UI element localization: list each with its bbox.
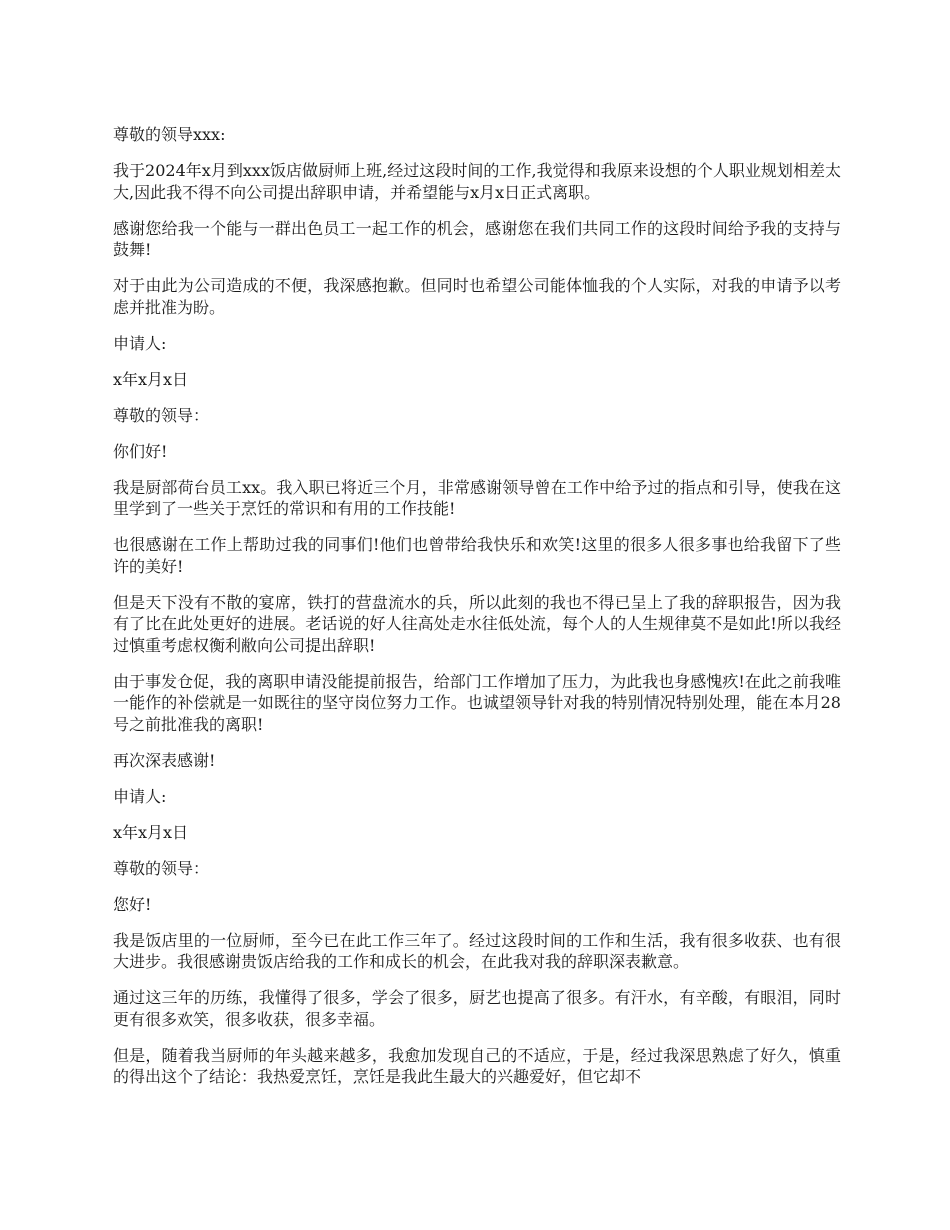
paragraph-4: 我是厨部荷台员工xx。我入职已将近三个月，非常感谢领导曾在工作中给予过的指点和引导，使我在这里学到了一些关于烹饪的常识和有用的工作技能! — [113, 477, 841, 518]
document-body — [113, 124, 841, 1102]
date-line-1: x年x月x日 — [113, 369, 189, 389]
date-line-2: x年x月x日 — [113, 822, 189, 842]
paragraph-1: 我于2024年x月到xxx饭店做厨师上班,经过这段时间的工作,我觉得和我原来设想的个人职业规划相差太大,因此我不得不向公司提出辞职申请，并希望能与x月x日正式离职。 — [113, 161, 841, 202]
paragraph-8: 我是饭店里的一位厨师，至今已在此工作三年了。经过这段时间的工作和生活，我有很多收获、也有很大进步。我很感谢贵饭店给我的工作和成长的机会，在此我对我的辞职深表歉意。 — [113, 930, 841, 971]
paragraph-5: 也很感谢在工作上帮助过我的同事们!他们也曾带给我快乐和欢笑!这里的很多人很多事也给我留下了些许的美好! — [113, 535, 841, 576]
salutation-1: 尊敬的领导xxx: — [113, 125, 226, 144]
salutation-2: 尊敬的领导： — [113, 405, 210, 425]
paragraph-7: 由于事发仓促，我的离职申请没能提前报告，给部门工作增加了压力，为此我也身感愧疚!在此之前我唯一能作的补偿就是一如既往的坚守岗位努力工作。也诚望领导针对我的特别情况特别处理，能在本月28号之前批准我的离职! — [113, 671, 841, 734]
applicant-label-1: 申请人: — [113, 333, 167, 353]
paragraph-10: 但是，随着我当厨师的年头越来越多，我愈加发现自己的不适应，于是，经过我深思熟虑了好久，慎重的得出这个了结论：我热爱烹饪，烹饪是我此生最大的兴趣爱好，但它却不 — [113, 1045, 841, 1086]
salutation-3: 尊敬的领导： — [113, 858, 210, 878]
greeting-3: 您好! — [113, 894, 152, 914]
applicant-label-2: 申请人: — [113, 786, 167, 806]
paragraph-6: 但是天下没有不散的宴席，铁打的营盘流水的兵，所以此刻的我也不得已呈上了我的辞职报告，因为我有了比在此处更好的进展。老话说的好人往高处走水往低处流，每个人的人生规律莫不是如此!所以我经过慎重考虑权衡利敝向公司提出辞职! — [113, 592, 841, 655]
paragraph-3: 对于由此为公司造成的不便，我深感抱歉。但同时也希望公司能体恤我的个人实际，对我的申请予以考虑并批准为盼。 — [113, 276, 841, 317]
paragraph-9: 通过这三年的历练，我懂得了很多，学会了很多，厨艺也提高了很多。有汗水，有辛酸，有眼泪，同时更有很多欢笑，很多收获，很多幸福。 — [113, 988, 841, 1029]
closing-thanks: 再次深表感谢! — [113, 750, 216, 770]
greeting-2: 你们好! — [113, 441, 168, 461]
paragraph-2: 感谢您给我一个能与一群出色员工一起工作的机会，感谢您在我们共同工作的这段时间给予我的支持与鼓舞! — [113, 218, 841, 259]
